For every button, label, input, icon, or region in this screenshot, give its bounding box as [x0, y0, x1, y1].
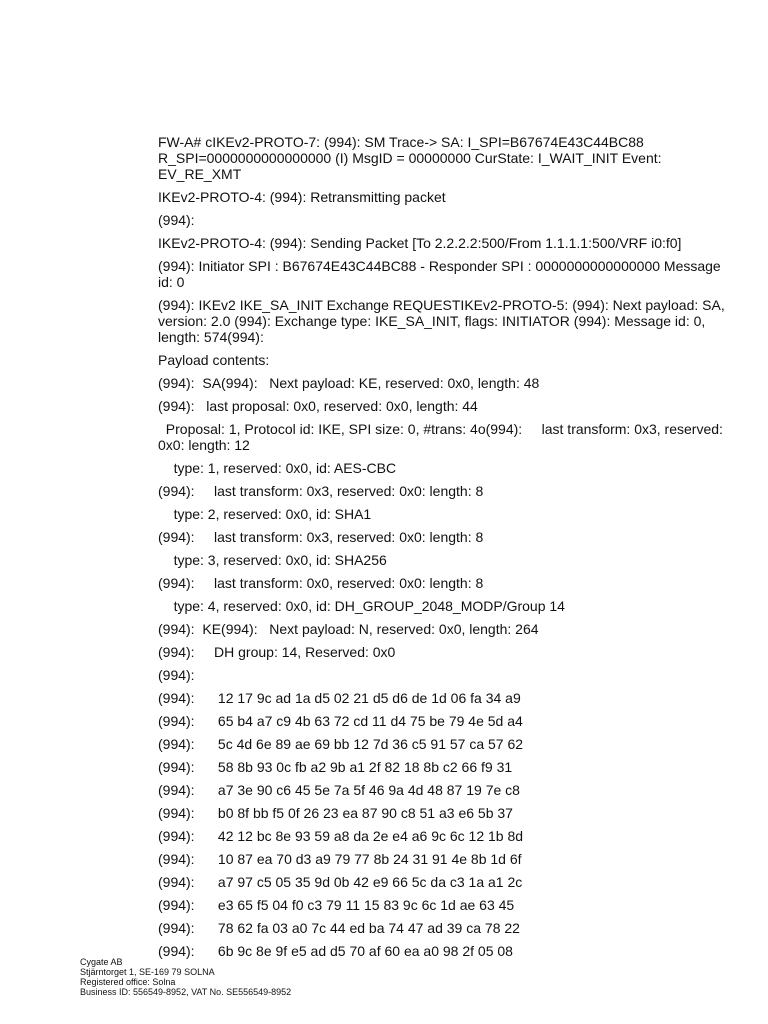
hex-dump-line: (994): 12 17 9c ad 1a d5 02 21 d5 d6 de 1d 06 fa 34 a9	[158, 690, 521, 706]
footer-company: Cygate AB	[80, 957, 123, 967]
hex-dump-line: (994): 65 b4 a7 c9 4b 63 72 cd 11 d4 75 be 79 4e 5d a4	[158, 713, 523, 729]
log-line: Proposal: 1, Protocol id: IKE, SPI size: 0, #trans: 4o(994): last transform: 0x3, reserved: 0x0: length: 12	[158, 421, 727, 453]
footer-business-id: Business ID: 556549-8952, VAT No. SE556549-8952	[80, 987, 292, 997]
log-line: FW-A# cIKEv2-PROTO-7: (994): SM Trace-> SA: I_SPI=B67674E43C44BC88 R_SPI=0000000000000000 (I) MsgID = 00000000 CurState: I_WAIT_INIT Event: EV_RE_XMT	[158, 134, 666, 182]
hex-dump-line: (994): e3 65 f5 04 f0 c3 79 11 15 83 9c 6c 1d ae 63 45	[158, 897, 515, 913]
hex-dump-line: (994): 6b 9c 8e 9f e5 ad d5 70 af 60 ea a0 98 2f 05 08	[158, 943, 513, 959]
log-line: (994): last proposal: 0x0, reserved: 0x0, length: 44	[158, 398, 478, 414]
hex-dump-line: (994): 5c 4d 6e 89 ae 69 bb 12 7d 36 c5 91 57 ca 57 62	[158, 736, 524, 752]
log-line: type: 3, reserved: 0x0, id: SHA256	[158, 552, 387, 568]
log-line: type: 1, reserved: 0x0, id: AES-CBC	[158, 460, 397, 476]
log-line: IKEv2-PROTO-4: (994): Sending Packet [To 2.2.2.2:500/From 1.1.1.1:500/VRF i0:f0]	[158, 235, 682, 251]
log-line: IKEv2-PROTO-4: (994): Retransmitting packet	[158, 189, 446, 205]
log-line: (994): last transform: 0x0, reserved: 0x0: length: 8	[158, 575, 484, 591]
log-line: (994): last transform: 0x3, reserved: 0x0: length: 8	[158, 483, 484, 499]
log-line: (994): IKEv2 IKE_SA_INIT Exchange REQUESTIKEv2-PROTO-5: (994): Next payload: SA, version: 2.0 (994): Exchange type: IKE_SA_INIT, flags: INITIATOR (994): Message id: 0, length: 574(994):	[158, 297, 729, 345]
hex-dump-line: (994): 42 12 bc 8e 93 59 a8 da 2e e4 a6 9c 6c 12 1b 8d	[158, 828, 524, 844]
hex-dump-line: (994): 78 62 fa 03 a0 7c 44 ed ba 74 47 ad 39 ca 78 22	[158, 920, 520, 936]
hex-dump-line: (994): a7 3e 90 c6 45 5e 7a 5f 46 9a 4d 48 87 19 7e c8	[158, 782, 520, 798]
footer-registered-office: Registered office: Solna	[80, 977, 176, 987]
page-footer	[80, 957, 291, 997]
log-line: (994): DH group: 14, Reserved: 0x0	[158, 644, 396, 660]
hex-dump-line: (994): a7 97 c5 05 35 9d 0b 42 e9 66 5c da c3 1a a1 2c	[158, 874, 523, 890]
document-body	[158, 134, 738, 966]
hex-dump-line: (994): 10 87 ea 70 d3 a9 79 77 8b 24 31 91 4e 8b 1d 6f	[158, 851, 522, 867]
log-line: (994): SA(994): Next payload: KE, reserved: 0x0, length: 48	[158, 375, 540, 391]
log-line: (994): KE(994): Next payload: N, reserved: 0x0, length: 264	[158, 621, 539, 637]
log-line: (994): last transform: 0x3, reserved: 0x0: length: 8	[158, 529, 484, 545]
hex-dump-line: (994): 58 8b 93 0c fb a2 9b a1 2f 82 18 8b c2 66 f9 31	[158, 759, 513, 775]
log-line: Payload contents:	[158, 352, 270, 368]
log-line: (994): Initiator SPI : B67674E43C44BC88 - Responder SPI : 0000000000000000 Message id: 0	[158, 258, 725, 290]
log-line: type: 2, reserved: 0x0, id: SHA1	[158, 506, 372, 522]
footer-address: Stjärntorget 1, SE-169 79 SOLNA	[80, 967, 215, 977]
log-line: (994):	[158, 667, 195, 683]
log-line: type: 4, reserved: 0x0, id: DH_GROUP_2048_MODP/Group 14	[158, 598, 565, 614]
log-line: (994):	[158, 212, 195, 228]
hex-dump-line: (994): b0 8f bb f5 0f 26 23 ea 87 90 c8 51 a3 e6 5b 37	[158, 805, 513, 821]
